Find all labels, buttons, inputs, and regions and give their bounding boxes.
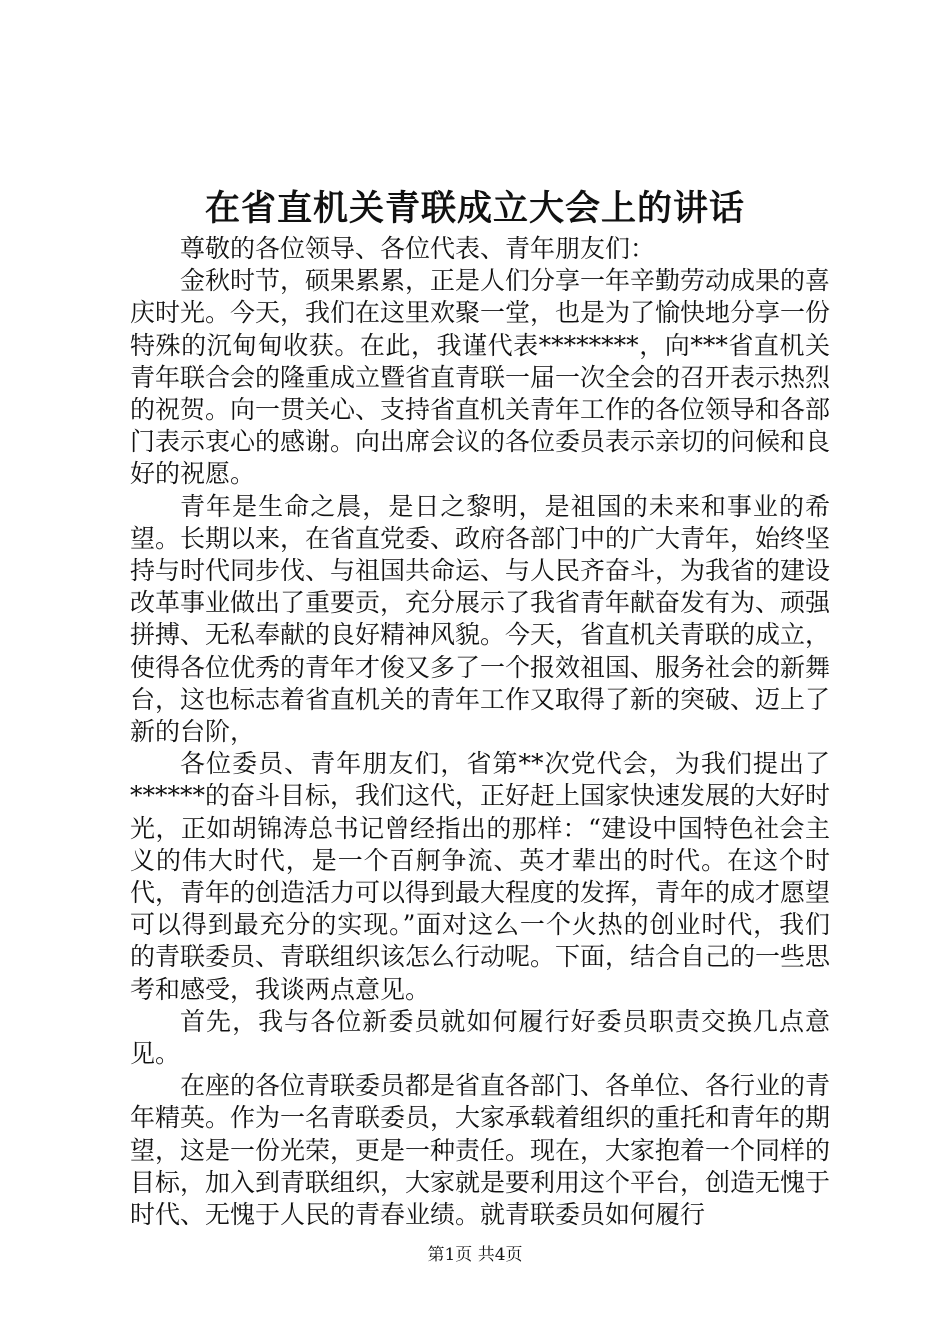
- body-paragraph: 青年是生命之晨，是日之黎明，是祖国的未来和事业的希望。长期以来，在省直党委、政府各部门中的广大青年，始终坚持与时代同步伐、与祖国共命运、与人民齐奋斗，为我省的建设改革事业做出了重要贡，充分展示了我省青年献奋发有为、顽强拼搏、无私奉献的良好精神风貌。今天，省直机关青联的成立，使得各位优秀的青年才俊又多了一个报效祖国、服务社会的新舞台，这也标志着省直机关的青年工作又取得了新的突破、迈上了新的台阶，: [130, 491, 831, 747]
- page-footer: [0, 1244, 950, 1266]
- body-paragraph: 在座的各位青联委员都是省直各部门、各单位、各行业的青年精英。作为一名青联委员，大家承载着组织的重托和青年的期望，这是一份光荣，更是一种责任。现在，大家抱着一个同样的目标，加入到青联组织，大家就是要利用这个平台，创造无愧于时代、无愧于人民的青春业绩。就青联委员如何履行: [130, 1071, 831, 1230]
- document-body: [130, 233, 830, 1231]
- salutation-paragraph: 尊敬的各位领导、各位代表、青年朋友们：: [180, 234, 656, 263]
- body-paragraph: 各位委员、青年朋友们，省第**次党代会，为我们提出了******的奋斗目标，我们这代，正好赶上国家快速发展的大好时光，正如胡锦涛总书记曾经指出的那样：“建设中国特色社会主义的伟大时代，是一个百舸争流、英才辈出的时代。在这个时代，青年的创造活力可以得到最大程度的发挥，青年的成才愿望可以得到最充分的实现。”面对这么一个火热的创业时代，我们的青联委员、青联组织该怎么行动呢。下面，结合自己的一些思考和感受，我谈两点意见。: [130, 749, 831, 1004]
- body-paragraph: 首先，我与各位新委员就如何履行好委员职责交换几点意见。: [130, 1006, 830, 1069]
- body-paragraph: 金秋时节，硕果累累，正是人们分享一年辛勤劳动成果的喜庆时光。今天，我们在这里欢聚一堂，也是为了愉快地分享一份特殊的沉甸甸收获。在此，我谨代表********，向***省直机关青年联合会的隆重成立暨省直青联一届一次全会的召开表示热烈的祝贺。向一贯关心、支持省直机关青年工作的各位领导和各部门表示衷心的感谢。向出席会议的各位委员表示亲切的问候和良好的祝愿。: [130, 266, 831, 489]
- document-title: 在省直机关青联成立大会上的讲话: [204, 188, 745, 229]
- page-number-indicator: 第1页 共4页: [427, 1245, 523, 1265]
